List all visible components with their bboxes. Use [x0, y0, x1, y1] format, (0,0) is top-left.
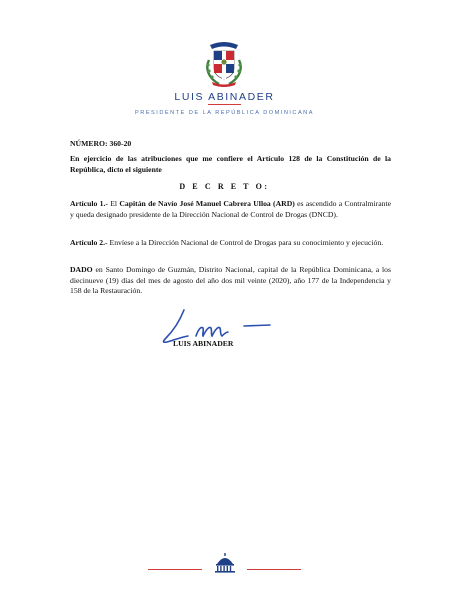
palace-dome-icon	[214, 553, 236, 573]
dado-label: DADO	[70, 265, 93, 274]
decree-preamble: En ejercicio de las atribuciones que me confiere el Artículo 128 de la Constitución de la República, dicto el siguiente	[70, 154, 391, 174]
article-1	[70, 199, 391, 220]
coat-of-arms-icon	[201, 38, 247, 88]
header-name: LUIS ABINADER	[174, 91, 275, 103]
article-1-person: Capitán de Navío José Manuel Cabrera Ulloa (ARD)	[119, 199, 295, 208]
decree-number: NÚMERO: 360-20	[70, 139, 132, 148]
article-2-label: Artículo 2.-	[70, 238, 108, 247]
article-2	[70, 238, 391, 249]
article-1-text-a: El	[107, 199, 120, 208]
article-1-text-b: es ascendido a Contralmirante y queda designado presidente de la Dirección Nacional de Control de Drogas (DNCD).	[70, 199, 392, 219]
footer-left-divider	[148, 569, 202, 570]
footer-right-divider	[247, 569, 301, 570]
dado-paragraph	[70, 265, 391, 297]
signatory-name: LUIS ABINADER	[173, 339, 234, 348]
header-divider	[208, 104, 241, 105]
header-subtitle: PRESIDENTE DE LA REPÚBLICA DOMINICANA	[135, 110, 314, 116]
article-1-label: Artículo 1.-	[70, 199, 108, 208]
dado-text: en Santo Domingo de Guzmán, Distrito Nacional, capital de la República Dominicana, a los diecinueve (19) días del mes de agosto del año dos mil veinte (2020), año 177 de la Independencia y 158 de la Restauración.	[70, 265, 391, 296]
article-2-text: Envíese a la Dirección Nacional de Control de Drogas para su conocimiento y ejecución.	[107, 238, 384, 247]
decree-heading: D E C R E T O:	[179, 182, 270, 191]
